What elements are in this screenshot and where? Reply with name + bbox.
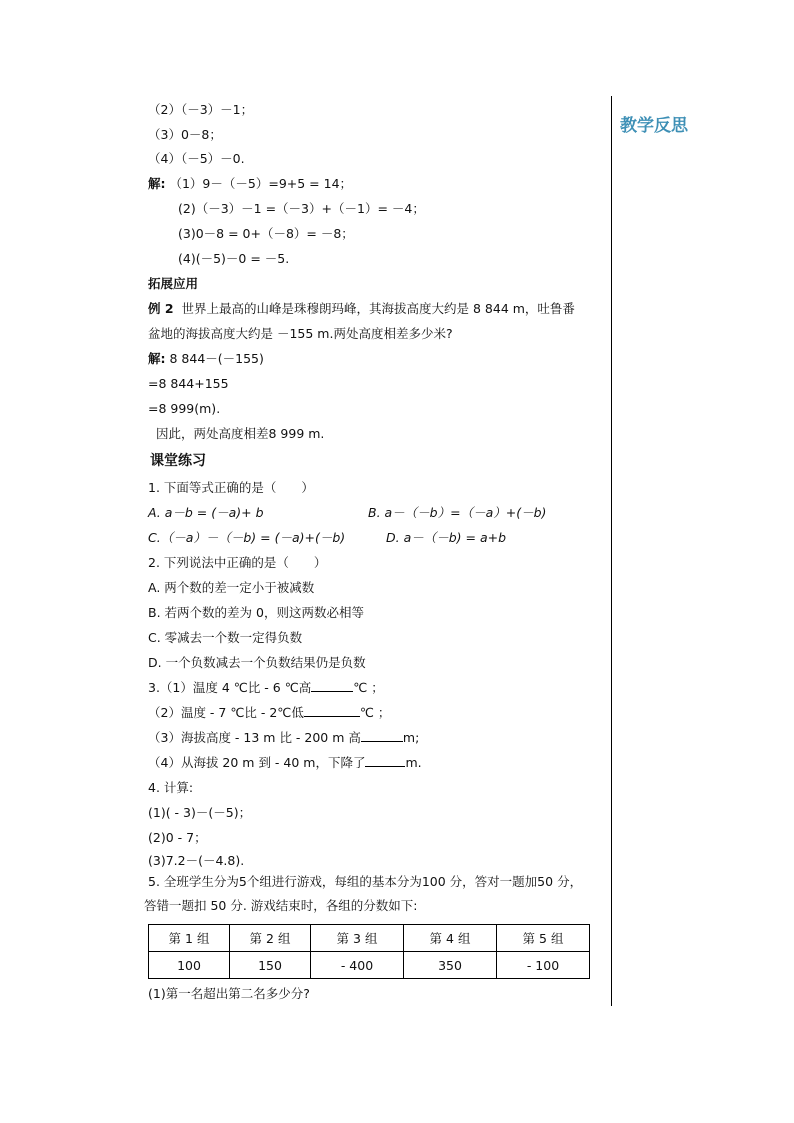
solution-1: （1）9－（－5）=9+5 = 14； bbox=[169, 176, 353, 191]
question-4-part-1: (1)( - 3)－(－5)； bbox=[148, 805, 252, 820]
question-3-part-2 bbox=[148, 704, 390, 722]
example-2-line-1 bbox=[148, 300, 575, 318]
question-4: 4. 计算: bbox=[148, 780, 194, 795]
question-5-line-1: 5. 全班学生分为5个组进行游戏，每组的基本分为100 分，答对一题加50 分， bbox=[148, 874, 583, 889]
score-table-header: 第 5 组 bbox=[497, 925, 590, 952]
question-3-part-1 bbox=[148, 679, 384, 697]
example-2-solution-label: 解: bbox=[148, 351, 166, 366]
problem-4: （4）（－5）－0. bbox=[148, 151, 245, 166]
question-3-part-3-text: （3）海拔高度 - 13 m 比 - 200 m 高 bbox=[148, 730, 361, 745]
example-2-text-2: 盆地的海拔高度大约是 －155 m.两处高度相差多少米? bbox=[148, 326, 453, 341]
example-2-label: 例 2 bbox=[148, 301, 174, 316]
answer-blank bbox=[361, 729, 403, 742]
solution-4: (4)(－5)－0 = －5. bbox=[178, 251, 290, 266]
score-table-cell: - 400 bbox=[311, 952, 404, 979]
question-2-option-a: A. 两个数的差一定小于被减数 bbox=[148, 580, 315, 595]
question-3-part-4-unit: m. bbox=[405, 755, 422, 770]
answer-blank bbox=[304, 704, 360, 717]
question-2-option-d: D. 一个负数减去一个负数结果仍是负数 bbox=[148, 655, 366, 670]
score-table-value-row bbox=[149, 952, 590, 979]
answer-blank bbox=[311, 679, 353, 692]
example-2-solution-step-3: =8 999(m). bbox=[148, 401, 221, 416]
question-3-part-3-unit: m; bbox=[402, 730, 420, 745]
question-1-option-c: C.（－a）－（－b) = (－a)+(－b) bbox=[148, 530, 346, 545]
example-2-text-1: 世界上最高的山峰是珠穆朗玛峰，其海拔高度大约是 8 844 m，吐鲁番 bbox=[181, 301, 575, 316]
teaching-reflection-title: 教学反思 bbox=[620, 116, 688, 136]
example-2-solution-step-2: =8 844+155 bbox=[148, 376, 229, 391]
score-table-cell: 350 bbox=[404, 952, 497, 979]
question-3-part-4 bbox=[148, 754, 422, 772]
question-5-line-2: 答错一题扣 50 分. 游戏结束时，各组的分数如下: bbox=[144, 898, 418, 913]
example-2-conclusion: 因此，两处高度相差8 999 m. bbox=[156, 426, 325, 441]
example-2-solution-step-1: 8 844－(－155) bbox=[169, 351, 264, 366]
question-1: 1. 下面等式正确的是（ ） bbox=[148, 480, 314, 495]
score-table-header-row bbox=[149, 925, 590, 952]
question-1-option-b: B. a－（－b）=（－a）+(－b) bbox=[368, 505, 547, 520]
question-2-option-b: B. 若两个数的差为 0，则这两数必相等 bbox=[148, 605, 364, 620]
example-2-solution-1 bbox=[148, 350, 264, 368]
question-3-part-2-unit: ℃ ； bbox=[359, 705, 391, 720]
practice-heading: 课堂练习 bbox=[150, 453, 206, 469]
score-table bbox=[148, 924, 590, 979]
solution-label: 解: bbox=[148, 176, 166, 191]
score-table-header: 第 3 组 bbox=[311, 925, 404, 952]
score-table-cell: - 100 bbox=[497, 952, 590, 979]
solution-2: (2)（－3）－1 =（－3）+（－1）= －4； bbox=[178, 201, 425, 216]
extend-heading: 拓展应用 bbox=[148, 276, 199, 291]
reflection-column-divider bbox=[611, 96, 612, 1006]
question-3-part-3 bbox=[148, 729, 419, 747]
question-2-option-c: C. 零减去一个数一定得负数 bbox=[148, 630, 303, 645]
problem-2: （2）（－3）－1； bbox=[148, 102, 254, 117]
question-4-part-3: (3)7.2－(－4.8). bbox=[148, 853, 245, 868]
answer-blank bbox=[365, 754, 405, 767]
solution-line-1 bbox=[148, 175, 352, 193]
question-3-part-4-text: （4）从海拔 20 m 到 - 40 m，下降了 bbox=[148, 755, 366, 770]
question-3-part-1-text: 3.（1）温度 4 ℃比 - 6 ℃高 bbox=[148, 680, 312, 695]
score-table-header: 第 2 组 bbox=[230, 925, 311, 952]
solution-3: (3)0－8 = 0+（－8）= －8； bbox=[178, 226, 354, 241]
question-1-option-a: A. a－b = (－a)+ b bbox=[148, 505, 264, 520]
score-table-cell: 150 bbox=[230, 952, 311, 979]
question-2: 2. 下列说法中正确的是（ ） bbox=[148, 555, 327, 570]
question-4-part-2: (2)0 - 7； bbox=[148, 830, 207, 845]
question-3-part-1-unit: ℃ ； bbox=[353, 680, 384, 695]
score-table-cell: 100 bbox=[149, 952, 230, 979]
problem-3: （3）0－8； bbox=[148, 127, 222, 142]
score-table-header: 第 4 组 bbox=[404, 925, 497, 952]
question-5-sub-1: (1)第一名超出第二名多少分? bbox=[148, 986, 310, 1001]
question-3-part-2-text: （2）温度 - 7 ℃比 - 2℃低 bbox=[148, 705, 304, 720]
score-table-header: 第 1 组 bbox=[149, 925, 230, 952]
question-1-option-d: D. a－（－b) = a+b bbox=[386, 530, 507, 545]
